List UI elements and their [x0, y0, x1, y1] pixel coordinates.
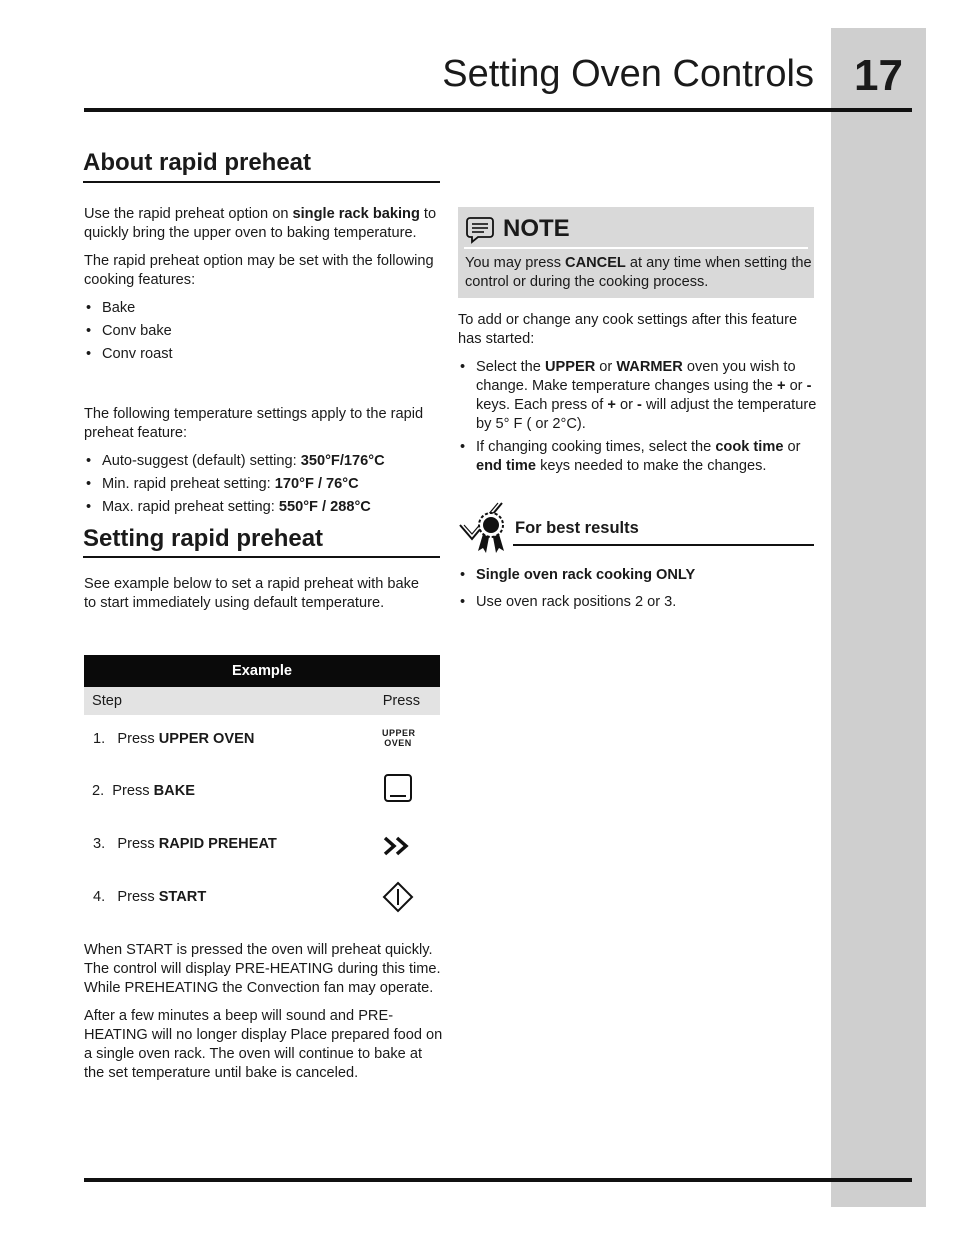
change-intro: To add or change any cook settings after this feature has started: — [458, 312, 798, 347]
upper-oven-key-icon: UPPER OVEN — [382, 728, 416, 748]
list-item: • Use oven rack positions 2 or 3. — [458, 593, 820, 612]
setting-intro: See example below to set a rapid preheat with bake to start immediately using default temperature. — [84, 576, 420, 611]
table-row: 2. Press BAKE — [84, 767, 440, 819]
after-section — [84, 941, 444, 1092]
example-table — [84, 655, 440, 925]
about-heading: About rapid preheat — [83, 149, 312, 176]
list-item: • If changing cooking times, select the cook time or end time keys needed to make the changes. — [458, 438, 820, 476]
page-title: Setting Oven Controls — [442, 53, 814, 95]
list-item: • Conv bake — [84, 322, 444, 341]
footer-rule — [84, 1178, 912, 1182]
best-results-list — [458, 566, 820, 616]
example-table-header — [84, 687, 440, 715]
bake-key-icon — [382, 773, 414, 809]
note-speech-bubble-icon — [465, 215, 495, 250]
page-sidebar — [831, 28, 926, 1207]
about-intro: Use the rapid preheat option on single rack baking to quickly bring the upper oven to baking temperature. — [84, 206, 437, 241]
page-number: 17 — [854, 51, 903, 100]
table-row: 3. Press RAPID PREHEAT — [84, 819, 440, 873]
header-rule — [84, 108, 912, 112]
table-row: 4. Press START — [84, 873, 440, 925]
change-section — [458, 311, 820, 480]
setting-heading: Setting rapid preheat — [83, 525, 324, 552]
column-header-step: Step — [92, 693, 123, 709]
setting-heading-rule — [83, 556, 440, 558]
best-results-title: For best results — [515, 519, 639, 537]
features-intro: The rapid preheat option may be set with the following cooking features: — [84, 253, 434, 288]
about-section — [84, 205, 444, 368]
temps-intro: The following temperature settings apply to the rapid preheat feature: — [84, 406, 424, 441]
note-rule — [464, 247, 808, 249]
change-list — [458, 358, 820, 476]
best-results-rule — [513, 544, 814, 546]
note-box — [458, 207, 814, 298]
list-item: • Max. rapid preheat setting: 550°F / 288°C — [84, 498, 444, 517]
example-table-title: Example — [84, 655, 440, 687]
temps-list — [84, 452, 444, 517]
list-item: • Single oven rack cooking ONLY — [458, 566, 820, 585]
list-item: • Select the UPPER or WARMER oven you wish to change. Make temperature changes using the + or - keys. Each press of + or - will adjust the temperature by 5° F ( or 2°C). — [458, 358, 820, 434]
after-paragraph-1: When START is pressed the oven will preheat quickly. The control will display PRE-HEATING during this time. While PREHEATING the Convection fan may operate. — [84, 942, 441, 996]
note-text: You may press CANCEL at any time when setting the control or during the cooking process. — [465, 255, 812, 290]
list-item: • Min. rapid preheat setting: 170°F / 76°C — [84, 475, 444, 494]
temps-section — [84, 405, 444, 521]
column-header-press: Press — [382, 693, 420, 709]
award-ribbon-check-icon — [458, 499, 508, 560]
about-heading-rule — [83, 181, 440, 183]
features-list — [84, 299, 444, 364]
table-row: 1. Press UPPER OVEN UPPER OVEN — [93, 728, 416, 748]
after-paragraph-2: After a few minutes a beep will sound and PRE-HEATING will no longer display Place prepared food on a single oven rack. The oven will continue to bake at the set temperature until bake is canceled. — [84, 1008, 443, 1081]
list-item: • Auto-suggest (default) setting: 350°F/176°C — [84, 452, 444, 471]
list-item: • Bake — [84, 299, 444, 318]
start-diamond-key-icon — [382, 881, 414, 917]
note-title: NOTE — [503, 215, 570, 242]
double-chevron-key-icon — [382, 831, 414, 865]
list-item: • Conv roast — [84, 345, 444, 364]
